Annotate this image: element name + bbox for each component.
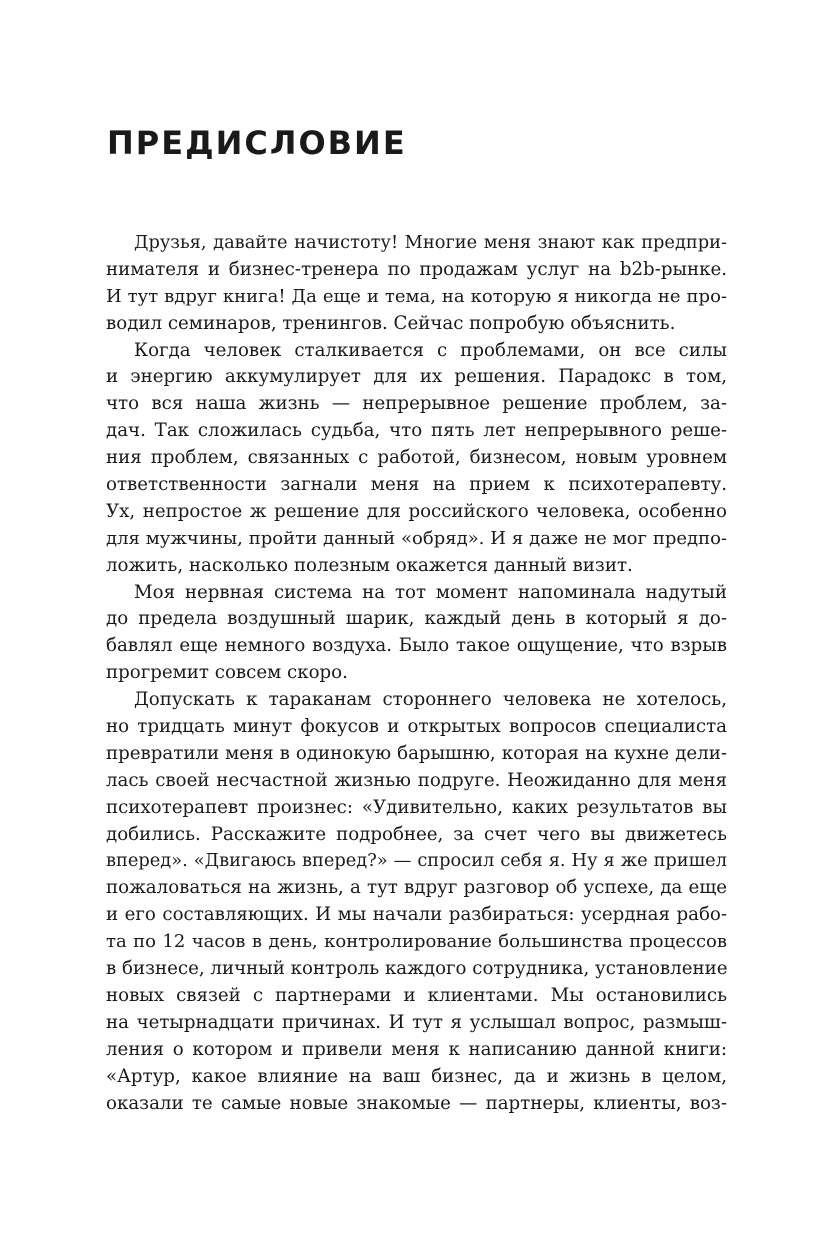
text-line: до предела воздушный шарик, каждый день в который я до- [106,608,727,630]
text-line: Друзья, давайте начистоту! Многие меня знают как предпри- [134,232,727,253]
text-line: И тут вдруг книга! Да еще и тема, на которую я никогда не про- [106,285,727,307]
text-line: вперед». «Двигаюсь вперед?» — спросил себя я. Ну я же пришел [106,850,727,872]
text-line: Когда человек сталкивается с проблемами, он все силы [134,339,727,361]
text-line: ления о котором и привели меня к написанию данной книги: [106,1038,727,1060]
text-line: ответственности загнали меня на прием к психотерапевту. [106,474,727,496]
text-line: для мужчины, пройти данный «обряд». И я даже не мог предпо- [106,527,727,549]
text-line: новых связей с партнерами и клиентами. Мы остановились [106,984,727,1006]
text-line: нимателя и бизнес-тренера по продажам услуг на b2b-рынке. [106,258,727,280]
text-line: ния проблем, связанных с работой, бизнесом, новым уровнем [106,447,727,469]
text-line: оказали те самые новые знакомые — партнеры, клиенты, воз- [106,1092,727,1114]
text-line: ложить, насколько полезным окажется данный визит. [106,554,633,576]
text-line: Ух, непростое ж решение для российского человека, особенно [106,500,727,522]
chapter-title: ПРЕДИСЛОВИЕ [107,124,407,162]
text-line: прогремит совсем скоро. [106,662,348,684]
text-line: водил семинаров, тренингов. Сейчас попробую объяснить. [106,312,676,334]
chapter-body-text [106,230,727,1117]
text-line: превратили меня в одинокую барышню, которая на кухне дели- [106,742,727,764]
text-line: лась своей несчастной жизнью подруге. Неожиданно для меня [106,769,727,791]
text-line: и его составляющих. И мы начали разбираться: усердная рабо- [106,904,727,926]
text-line: «Артур, какое влияние на ваш бизнес, да и жизнь в целом, [106,1065,727,1087]
text-line: та по 12 часов в день, контролирование большинства процессов [106,931,727,953]
text-line: психотерапевт произнес: «Удивительно, каких результатов вы [106,796,727,818]
text-line: Моя нервная система на тот момент напоминала надутый [134,581,727,603]
text-line: но тридцать минут фокусов и открытых вопросов специалиста [106,716,727,738]
text-line: бавлял еще немного воздуха. Было такое ощущение, что взрыв [106,635,727,657]
text-line: на четырнадцати причинах. И тут я услышал вопрос, размыш- [106,1011,727,1033]
text-line: добились. Расскажите подробнее, за счет чего вы движетесь [106,823,727,845]
text-line: в бизнесе, личный контроль каждого сотрудника, установление [106,958,728,980]
text-line: и энергию аккумулирует для их решения. Парадокс в том, [106,366,727,388]
text-line: что вся наша жизнь — непрерывное решение проблем, за- [106,393,727,415]
text-line: пожаловаться на жизнь, а тут вдруг разговор об успехе, да еще [106,877,727,899]
text-line: дач. Так сложилась судьба, что пять лет непрерывного реше- [106,420,727,442]
text-line: Допускать к тараканам стороннего человека не хотелось, [134,689,727,711]
